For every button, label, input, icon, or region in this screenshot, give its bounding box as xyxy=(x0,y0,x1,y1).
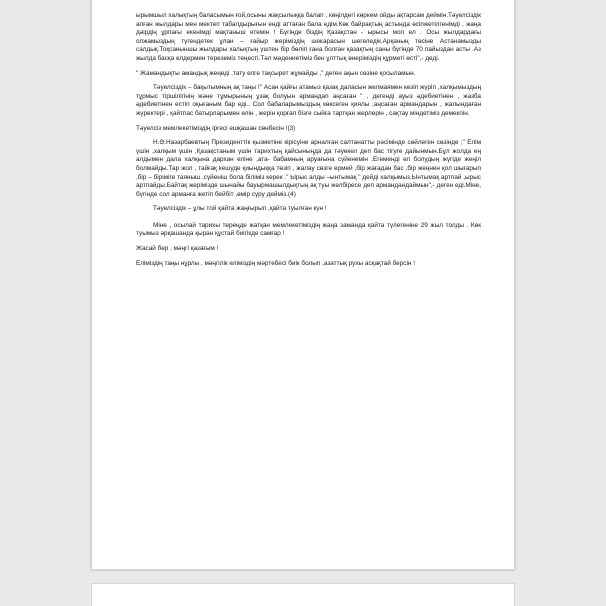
page-content xyxy=(136,12,481,274)
paragraph: ырымшыл халықтың баласымын ғой,осыны жақсылыққа балап , көңілдегі көркем ойды ақтарсам деймін.Тәуелсіздік алған жылдары мен мектеп табалдырығын енді аттаған бала едім.Көк байрақтың астында өсіпжетілгенімді , жаңа дәірдің ұрпағы екенімді мақтаныш етемін ! Бүгінде біздің Қазақстан - ырысы мол ел . Осы жылдардағы олжамыздың түгендетек ұлан – ғайыр жеріміздің шекарасын шегеледік.Арқаның төсіне Астанамызды салдық.Тоқсаныншы жылдары халықтың үштен бір бөлігі ғана болған қазақтың саны бүгінде 70 пайыздан асты .Аз жылда басқа елдермен тереземіз теңесті.Тәл мәдениетіміз бен ұлттық өнеріміздің құрметі өсті",- деді. xyxy=(136,12,481,62)
paragraph: Міне , осылай тарихы тереңде жатқан мемлекетіміздің жаңа заманда қайта түлегеніне 29 жыл толды . Көк туымыз әрқашанда қыран құстай биігікде самғар ! xyxy=(136,221,481,238)
paragraph: Тәуелсіздік – ұлы той қайта жаңғырып ,қайта туылған күн ! xyxy=(153,205,327,213)
paragraph: " Жамандықты амандық жеңеді ,тату елге тақсырет жұмайды ," деген ақын сөзіне қосыламын. xyxy=(136,69,416,77)
paragraph: Н.Ә.Назарбаевтың Президенттік қызметіне кірісуіне арналған салтанатты рәсімінде сөйлеген сөзінде ;" Елім үшін ,халқым үшін ,Қазақстаным үшін тарихтың қайсыныңда да тәуекел деп бас тігуге дайынмын.Бұл жолда ең алдымен дала халқына дархан еліне ,ата- бабамның аруағына сүйенемін .Егемендi ел болудың жүгіде жеңіл болмайды.Тар жол , тайғақ кешуде қиындыққа төзіп , жалау сөзге ермей ,бір жағадан бас ,бір жеңнен қол шығарып ,бір – біріміге таяныш ,сүйеніш бола біліміз керек ." Ырыс алды –ынтымақ " дейді халқымыз.Ынтымақ артпай ,ырыс артпайды.Байтақ жеріміздe шынайы бауырмашылдықтың ақ туы желбіресе деп армандандаймын",- деген еді.Міне, бүгінде сол арманға жетіп бейбіт ,өмір сүру деймiз.(4) xyxy=(136,139,481,198)
document-page xyxy=(91,0,515,570)
paragraph: Тәуелсіздік – бақытымның ақ таңы !" Асан қайғы атамыз қазақ даласын желмаямен кезіп жүріп ,халқымыздың тұрмыс тіршілігінің және тұмырының ұзақ болуын армандап аңсаған " , дегенді ауыз әдебиетінен , жазба әдебиетінен естіп оқығаным бар еді.. Сол бабаларымыздың көксеген қиялы ,аңсаған армандарын , жалындаған жүректері , қайтпас батырларымен елін , жерін қорғап бізге сыйға тартқан жерлерін , сақтау міндетіміз демекпін. xyxy=(136,84,481,117)
paragraph: Тәуелсіз мемлекетіміздің іргесі ешқашан сөнбесін !(3) xyxy=(136,124,296,132)
paragraph: Еліміздің таңы нұрлы , мәңгілік еліміздің мәртебесі биік болып ,азаттық рухы асқақтай берсін ! xyxy=(136,259,415,267)
paragraph: Жасай бер , мәңгі қазағым ! xyxy=(136,245,219,253)
next-document-page xyxy=(91,583,515,606)
